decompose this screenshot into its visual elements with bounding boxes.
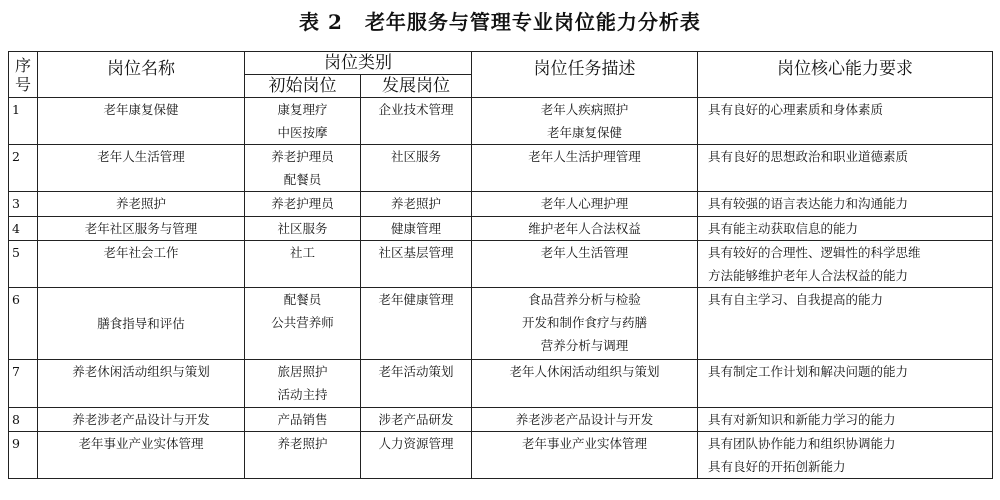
row-capability-line: 具有良好的思想政治和职业道德素质 bbox=[708, 149, 909, 164]
row-capability-line: 具有良好的心理素质和身体素质 bbox=[708, 102, 884, 117]
row-core-capability bbox=[698, 98, 993, 145]
row-task-line: 老年人生活管理 bbox=[540, 245, 629, 260]
row-core-capability bbox=[698, 145, 993, 192]
row-initial-line: 公共营养师 bbox=[271, 315, 334, 330]
row-initial-position bbox=[245, 360, 361, 408]
row-initial-position bbox=[245, 432, 361, 479]
table-row bbox=[9, 241, 993, 288]
row-initial-line: 配餐员 bbox=[283, 292, 322, 307]
row-initial-line: 社区服务 bbox=[277, 221, 328, 236]
row-task-line: 老年人休闲活动组织与策划 bbox=[509, 364, 660, 379]
row-development-position bbox=[361, 360, 472, 408]
row-core-capability bbox=[698, 432, 993, 479]
row-position-name: 老年社会工作 bbox=[38, 241, 245, 288]
row-development-line: 人力资源管理 bbox=[378, 436, 454, 451]
row-position-name: 老年事业产业实体管理 bbox=[38, 432, 245, 479]
table-row bbox=[9, 192, 993, 217]
row-task-line: 老年人心理护理 bbox=[540, 196, 629, 211]
table-row bbox=[9, 288, 993, 360]
row-development-position bbox=[361, 432, 472, 479]
row-initial-line: 配餐员 bbox=[283, 172, 322, 187]
row-development-line: 社区基层管理 bbox=[378, 245, 454, 260]
row-seq: 1 bbox=[9, 98, 38, 145]
row-task-line: 老年事业产业实体管理 bbox=[521, 436, 647, 451]
table-caption bbox=[0, 8, 1000, 36]
table-row bbox=[9, 432, 993, 479]
row-seq: 8 bbox=[9, 408, 38, 432]
row-task-description bbox=[472, 241, 698, 288]
row-capability-line: 具有良好的开拓创新能力 bbox=[708, 459, 846, 474]
row-position-name: 老年人生活管理 bbox=[38, 145, 245, 192]
row-position-name: 养老照护 bbox=[38, 192, 245, 217]
row-seq: 5 bbox=[9, 241, 38, 288]
row-development-line: 涉老产品研发 bbox=[378, 412, 454, 427]
row-task-line: 老年人生活护理管理 bbox=[528, 149, 641, 164]
row-seq: 7 bbox=[9, 360, 38, 408]
row-development-line: 养老照护 bbox=[390, 196, 441, 211]
row-seq: 9 bbox=[9, 432, 38, 479]
row-task-line: 养老涉老产品设计与开发 bbox=[515, 412, 654, 427]
row-task-description bbox=[472, 145, 698, 192]
row-core-capability bbox=[698, 360, 993, 408]
header-seq bbox=[9, 52, 38, 98]
row-core-capability bbox=[698, 288, 993, 360]
row-initial-line: 社工 bbox=[289, 245, 315, 260]
table-number: 表 2 bbox=[299, 10, 343, 34]
row-development-line: 老年活动策划 bbox=[378, 364, 454, 379]
row-development-position bbox=[361, 408, 472, 432]
table-row bbox=[9, 360, 993, 408]
row-initial-position bbox=[245, 145, 361, 192]
table-row bbox=[9, 217, 993, 241]
row-seq: 6 bbox=[9, 288, 38, 360]
header-development-position: 发展岗位 bbox=[361, 75, 472, 98]
row-capability-line: 具有制定工作计划和解决问题的能力 bbox=[708, 364, 909, 379]
row-task-line: 营养分析与调理 bbox=[540, 338, 629, 353]
row-seq: 4 bbox=[9, 217, 38, 241]
row-task-line: 开发和制作食疗与药膳 bbox=[521, 315, 647, 330]
row-position-name: 老年康复保健 bbox=[38, 98, 245, 145]
row-core-capability bbox=[698, 241, 993, 288]
row-position-name: 养老休闲活动组织与策划 bbox=[38, 360, 245, 408]
row-seq: 3 bbox=[9, 192, 38, 217]
row-initial-line: 养老照护 bbox=[277, 436, 328, 451]
table-row bbox=[9, 145, 993, 192]
row-position-name: 养老涉老产品设计与开发 bbox=[38, 408, 245, 432]
row-initial-position bbox=[245, 288, 361, 360]
row-development-position bbox=[361, 288, 472, 360]
row-initial-position bbox=[245, 192, 361, 217]
header-row-1 bbox=[9, 52, 993, 75]
row-seq: 2 bbox=[9, 145, 38, 192]
row-capability-line: 具有较好的合理性、逻辑性的科学思维 bbox=[708, 245, 921, 260]
header-core-capability: 岗位核心能力要求 bbox=[698, 52, 993, 98]
row-task-description bbox=[472, 408, 698, 432]
row-core-capability bbox=[698, 408, 993, 432]
row-development-line: 健康管理 bbox=[390, 221, 441, 236]
header-position-name: 岗位名称 bbox=[38, 52, 245, 98]
row-development-position bbox=[361, 217, 472, 241]
row-initial-line: 中医按摩 bbox=[277, 125, 328, 140]
row-task-line: 食品营养分析与检验 bbox=[528, 292, 641, 307]
row-capability-line: 方法能够维护老年人合法权益的能力 bbox=[708, 268, 909, 283]
header-seq-line-1: 序 bbox=[14, 55, 31, 75]
row-capability-line: 具有能主动获取信息的能力 bbox=[708, 221, 859, 236]
row-initial-line: 旅居照护 bbox=[277, 364, 328, 379]
row-position-name: 膳食指导和评估 bbox=[38, 288, 245, 360]
row-task-line: 老年人疾病照护 bbox=[540, 102, 629, 117]
row-task-description bbox=[472, 98, 698, 145]
row-position-name: 老年社区服务与管理 bbox=[38, 217, 245, 241]
row-initial-position bbox=[245, 98, 361, 145]
header-initial-position: 初始岗位 bbox=[245, 75, 361, 98]
row-initial-position bbox=[245, 217, 361, 241]
row-task-description bbox=[472, 288, 698, 360]
row-capability-line: 具有团队协作能力和组织协调能力 bbox=[708, 436, 896, 451]
row-core-capability bbox=[698, 217, 993, 241]
row-initial-line: 产品销售 bbox=[277, 412, 328, 427]
row-initial-position bbox=[245, 408, 361, 432]
row-core-capability bbox=[698, 192, 993, 217]
row-development-line: 社区服务 bbox=[390, 149, 441, 164]
row-task-description bbox=[472, 360, 698, 408]
header-position-category: 岗位类别 bbox=[245, 52, 472, 75]
row-development-position bbox=[361, 98, 472, 145]
position-capability-table bbox=[8, 51, 993, 479]
row-development-position bbox=[361, 145, 472, 192]
table-row bbox=[9, 408, 993, 432]
header-task-description: 岗位任务描述 bbox=[472, 52, 698, 98]
row-capability-line: 具有较强的语言表达能力和沟通能力 bbox=[708, 196, 909, 211]
row-development-position bbox=[361, 192, 472, 217]
table-title: 老年服务与管理专业岗位能力分析表 bbox=[364, 10, 701, 34]
row-task-description bbox=[472, 432, 698, 479]
row-task-description bbox=[472, 192, 698, 217]
row-task-description bbox=[472, 217, 698, 241]
row-initial-line: 康复理疗 bbox=[277, 102, 328, 117]
row-development-position bbox=[361, 241, 472, 288]
row-development-line: 老年健康管理 bbox=[378, 292, 454, 307]
row-capability-line: 具有对新知识和新能力学习的能力 bbox=[708, 412, 896, 427]
row-initial-line: 养老护理员 bbox=[271, 196, 334, 211]
row-initial-line: 活动主持 bbox=[277, 387, 328, 402]
table-row bbox=[9, 98, 993, 145]
row-task-line: 维护老年人合法权益 bbox=[528, 221, 641, 236]
header-seq-line-2: 号 bbox=[14, 74, 31, 94]
row-capability-line: 具有自主学习、自我提高的能力 bbox=[708, 292, 884, 307]
row-initial-line: 养老护理员 bbox=[271, 149, 334, 164]
row-task-line: 老年康复保健 bbox=[546, 125, 622, 140]
row-initial-position bbox=[245, 241, 361, 288]
row-development-line: 企业技术管理 bbox=[378, 102, 454, 117]
